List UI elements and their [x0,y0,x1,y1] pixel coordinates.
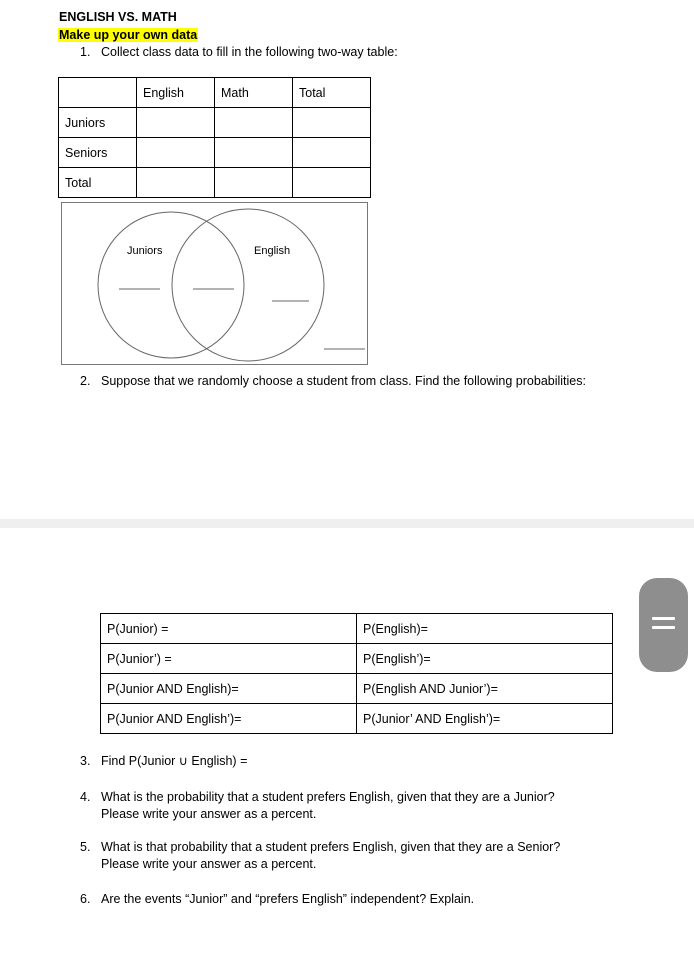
table-row [59,138,371,168]
question-text: Collect class data to fill in the following two-way table: [101,45,398,59]
header-english: English [137,78,215,108]
venn-circle-english [172,209,324,361]
prob-cell[interactable]: P(Junior’ AND English’)= [357,704,613,734]
table-row [59,108,371,138]
table-row [101,704,613,734]
question-number: 6. [80,892,91,906]
prob-cell[interactable]: P(English AND Junior’)= [357,674,613,704]
question-text: Are the events “Junior” and “prefers English” independent? Explain. [101,892,475,906]
table-cell[interactable] [137,108,215,138]
row-label-seniors: Seniors [59,138,137,168]
venn-label-english: English [254,245,291,257]
table-header-row [59,78,371,108]
table-cell[interactable] [215,168,293,198]
question-text: What is the probability that a student prefers English, given that they are a Junior? [101,790,555,804]
table-cell[interactable] [215,108,293,138]
table-cell[interactable] [293,138,371,168]
venn-diagram-box [61,202,368,365]
venn-label-juniors: Juniors [127,245,163,257]
table-cell[interactable] [137,138,215,168]
question-text: Find P(Junior ∪ English) = [101,754,248,768]
question-text: Suppose that we randomly choose a student from class. Find the following probabilities: [101,374,586,388]
question-number: 3. [80,754,91,768]
table-cell[interactable] [293,108,371,138]
handle-grip-icon [652,626,675,629]
prob-cell[interactable]: P(Junior AND English)= [101,674,357,704]
prob-cell[interactable]: P(English)= [357,614,613,644]
question-text-line2: Please write your answer as a percent. [101,807,317,821]
document-title: ENGLISH VS. MATH [59,10,177,24]
prob-cell[interactable]: P(Junior) = [101,614,357,644]
table-row [101,614,613,644]
table-corner-cell [59,78,137,108]
venn-diagram [62,203,369,366]
table-cell[interactable] [137,168,215,198]
table-row [101,644,613,674]
question-text: What is that probability that a student prefers English, given that they are a Senior? [101,840,561,854]
prob-cell[interactable]: P(Junior AND English’)= [101,704,357,734]
handle-grip-icon [652,617,675,620]
venn-circle-juniors [98,212,244,358]
table-row [101,674,613,704]
prob-cell[interactable]: P(English’)= [357,644,613,674]
table-cell[interactable] [293,168,371,198]
question-text-line2: Please write your answer as a percent. [101,857,317,871]
drag-handle[interactable] [639,578,688,672]
row-label-juniors: Juniors [59,108,137,138]
question-number: 1. [80,45,91,59]
header-math: Math [215,78,293,108]
table-cell[interactable] [215,138,293,168]
row-label-total: Total [59,168,137,198]
two-way-table [58,77,371,198]
question-number: 5. [80,840,91,854]
question-number: 2. [80,374,91,388]
page-break-divider [0,519,694,528]
highlighted-subtitle: Make up your own data [59,28,198,42]
prob-cell[interactable]: P(Junior’) = [101,644,357,674]
table-row [59,168,371,198]
header-total: Total [293,78,371,108]
question-number: 4. [80,790,91,804]
probability-table [100,613,613,734]
